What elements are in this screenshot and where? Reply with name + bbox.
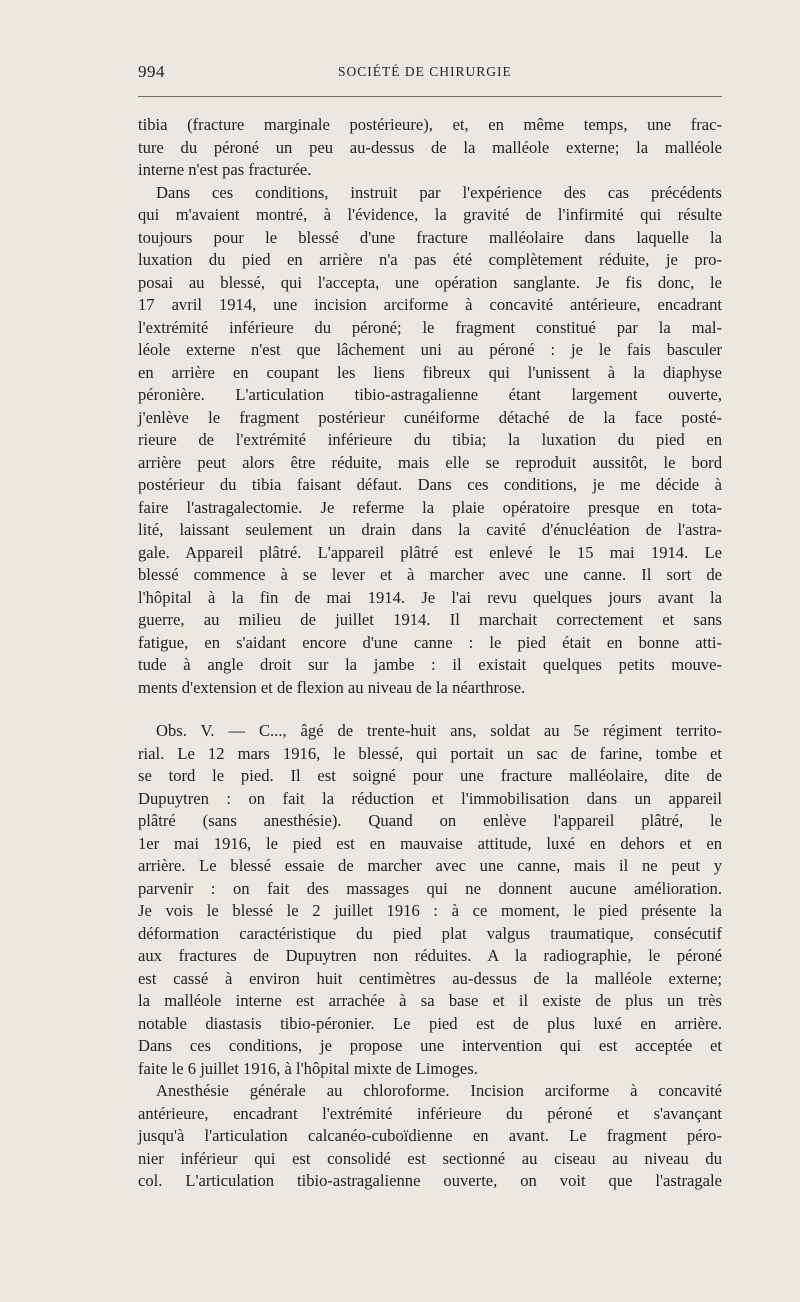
text-line: 1er mai 1916, le pied est en mauvaise attitude, luxé en dehors et en [138, 833, 722, 853]
text-line: Dans ces conditions, instruit par l'expérience des cas précédents [156, 182, 722, 202]
text-line: interne n'est pas fracturée. [138, 160, 312, 179]
text-line: Je vois le blessé le 2 juillet 1916 : à ce moment, le pied présente la [138, 901, 722, 920]
text-line: notable diastasis tibio-péronier. Le pied est de plus luxé en arrière. [138, 1013, 722, 1033]
text-line: luxation du pied en arrière n'a pas été complètement réduite, je pro- [138, 250, 722, 269]
paragraph-2 [138, 182, 722, 700]
text-line: l'extrémité inférieure du péroné; le fragment constitué par la mal- [138, 317, 722, 337]
paragraph-anesthesia [138, 1080, 722, 1193]
header-rule [138, 96, 722, 97]
text-line: antérieure, encadrant l'extrémité inférieure du péroné et s'avançant [138, 1103, 722, 1123]
text-line: parvenir : on fait des massages qui ne donnent aucune amélioration. [138, 878, 722, 898]
text-line: déformation caractéristique du pied plat valgus traumatique, consécutif [138, 923, 722, 943]
text-line: fatigue, en s'aidant encore d'une canne : le pied était en bonne atti- [138, 632, 722, 652]
text-line: arrière. Le blessé essaie de marcher avec une canne, mais il ne peut y [138, 856, 722, 875]
paragraph-1 [138, 114, 722, 182]
text-line: gale. Appareil plâtré. L'appareil plâtré est enlevé le 15 mai 1914. Le [138, 542, 722, 562]
text-line: en arrière en coupant les liens fibreux qui l'unissent à la diaphyse [138, 362, 722, 382]
text-line: jusqu'à l'articulation calcanéo-cuboïdienne en avant. Le fragment péro- [138, 1126, 722, 1145]
page-number: 994 [138, 62, 165, 81]
text-line: toujours pour le blessé d'une fracture malléolaire dans laquelle la [138, 227, 722, 247]
text-line: Anesthésie générale au chloroforme. Incision arciforme à concavité [156, 1081, 722, 1100]
running-head: SOCIÉTÉ DE CHIRURGIE [338, 64, 512, 79]
paragraph-obs-v [138, 720, 722, 1080]
text-line: arrière peut alors être réduite, mais elle se reproduit aussitôt, le bord [138, 452, 722, 472]
text-line: Dans ces conditions, je propose une intervention qui est acceptée et [138, 1036, 722, 1055]
text-line: posai au blessé, qui l'accepta, une opération sanglante. Je fis donc, le [138, 272, 722, 292]
text-line: nier inférieur qui est consolidé est sectionné au ciseau au niveau du [138, 1148, 722, 1168]
text-line: rieure de l'extrémité inférieure du tibia; la luxation du pied en [138, 430, 722, 449]
text-line: tude à angle droit sur la jambe : il existait quelques petits mouve- [138, 655, 722, 674]
text-line: tibia (fracture marginale postérieure), et, en même temps, une frac- [138, 115, 722, 134]
text-line: ments d'extension et de flexion au niveau de la néarthrose. [138, 677, 526, 697]
text-line: qui m'avaient montré, à l'évidence, la gravité de l'infirmité qui résulte [138, 205, 722, 224]
text-line: est cassé à environ huit centimètres au-dessus de la malléole externe; [138, 968, 722, 988]
text-line: lité, laissant seulement un drain dans la cavité d'énucléation de l'astra- [138, 520, 722, 539]
text-line: guerre, au milieu de juillet 1914. Il marchait correctement et sans [138, 610, 722, 629]
text-line: l'hôpital à la fin de mai 1914. Je l'ai revu quelques jours avant la [138, 587, 722, 607]
text-line: j'enlève le fragment postérieur cunéiforme détaché de la face posté- [138, 407, 722, 427]
text-line: postérieur du tibia faisant défaut. Dans ces conditions, je me décide à [138, 475, 722, 494]
text-line: Obs. V. — C..., âgé de trente-huit ans, soldat au 5e régiment territo- [156, 721, 722, 740]
text-line: aux fractures de Dupuytren non réduites. A la radiographie, le péroné [138, 946, 722, 965]
text-line: col. L'articulation tibio-astragalienne ouverte, on voit que l'astragale [138, 1171, 722, 1190]
text-line: 17 avril 1914, une incision arciforme à concavité antérieure, encadrant [138, 295, 722, 314]
text-line: la malléole interne est arrachée à sa base et il existe de plus un très [138, 991, 722, 1010]
page-header [138, 58, 722, 88]
text-line: léole externe n'est que lâchement uni au péroné : je le fais basculer [138, 340, 722, 359]
text-line: se tord le pied. Il est soigné pour une fracture malléolaire, dite de [138, 766, 722, 785]
text-line: faire l'astragalectomie. Je referme la plaie opératoire presque en tota- [138, 497, 722, 517]
text-line: plâtré (sans anesthésie). Quand on enlève l'appareil plâtré, le [138, 811, 722, 830]
text-line: rial. Le 12 mars 1916, le blessé, qui portait un sac de farine, tombe et [138, 743, 722, 763]
text-line: Dupuytren : on fait la réduction et l'immobilisation dans un appareil [138, 788, 722, 808]
text-line: blessé commence à se lever et à marcher avec une canne. Il sort de [138, 565, 722, 584]
text-line: ture du péroné un peu au-dessus de la malléole externe; la malléole [138, 137, 722, 157]
text-line: péronière. L'articulation tibio-astragalienne étant largement ouverte, [138, 385, 722, 404]
body-text [138, 114, 722, 1193]
text-line: faite le 6 juillet 1916, à l'hôpital mixte de Limoges. [138, 1058, 478, 1078]
